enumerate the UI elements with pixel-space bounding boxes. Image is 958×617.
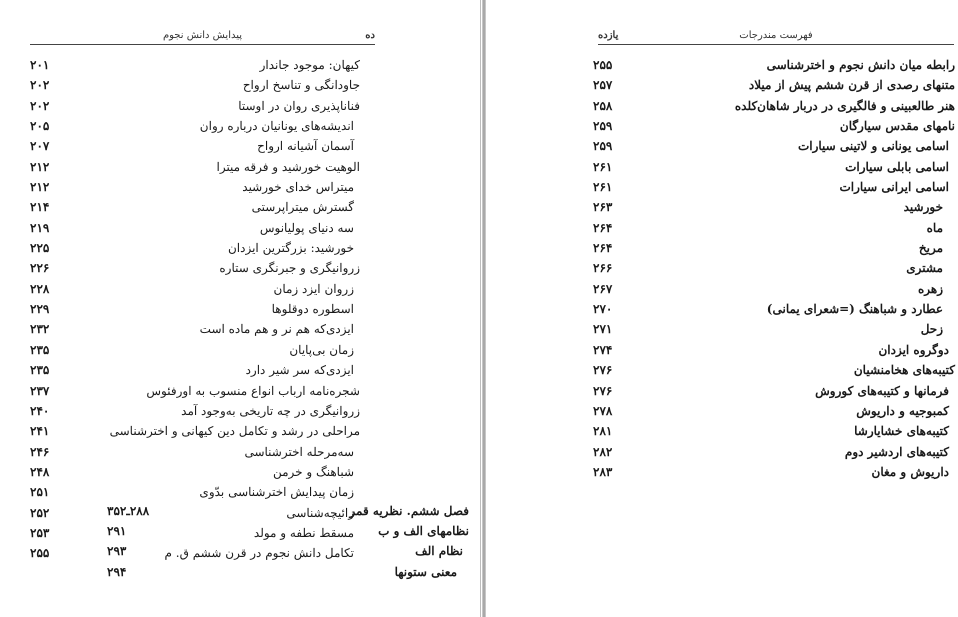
toc-entry-page: ۲۵۷ xyxy=(593,78,613,93)
toc-entry-title: اسامی یونانی و لاتینی سیارات xyxy=(797,139,949,154)
toc-entry xyxy=(30,55,360,75)
toc-entry-title: کتیبه‌های اردشیر دوم xyxy=(844,444,949,459)
toc-entry xyxy=(593,340,955,360)
toc-entry-title: گسترش میتراپرستی xyxy=(251,200,354,215)
toc-entry-title: اسامی بابلی سیارات xyxy=(845,159,949,174)
toc-entry xyxy=(593,421,955,441)
toc-entry-page: ۲۳۷ xyxy=(30,383,50,398)
toc-entry xyxy=(593,258,955,278)
toc-entry xyxy=(30,401,360,421)
toc-entry-page: ۲۰۲ xyxy=(30,78,50,93)
toc-entry xyxy=(593,299,955,319)
right-running-header xyxy=(598,30,954,44)
toc-entry xyxy=(30,136,360,156)
toc-entry-title: اسامی ایرانی سیارات xyxy=(839,180,949,195)
toc-entry xyxy=(593,360,955,380)
toc-entry xyxy=(30,258,360,278)
toc-entry-page: ۲۷۴ xyxy=(593,342,613,357)
toc-entry-title: ایزدی‌که هم نر و هم ماده است xyxy=(199,322,354,337)
toc-entry xyxy=(30,279,360,299)
right-page-number: یازده xyxy=(598,30,619,41)
toc-entry xyxy=(30,96,360,116)
toc-entry xyxy=(593,177,955,197)
toc-entry-title: زائیچه‌شناسی xyxy=(286,505,354,520)
toc-entry-title: مریخ xyxy=(918,241,943,256)
toc-entry-title: اسطوره دوقلوها xyxy=(271,302,354,317)
toc-entry xyxy=(30,340,360,360)
toc-entry-page: ۲۸۲ xyxy=(593,444,613,459)
toc-entry xyxy=(593,75,955,95)
toc-entry-title: خورشید xyxy=(903,200,943,215)
toc-entry-title: خورشید: بزرگترین ایزدان xyxy=(227,241,354,256)
toc-entry-title: ماه xyxy=(926,220,943,235)
toc-entry-title: داریوش و مغان xyxy=(871,464,949,479)
toc-entry-title: هنر طالعبینی و فالگیری در دربار شاهان‌کلده xyxy=(734,98,955,113)
toc-entry xyxy=(30,421,360,441)
toc-entry xyxy=(593,218,955,238)
toc-entry-page: ۲۷۰ xyxy=(593,302,613,317)
toc-entry xyxy=(593,136,955,156)
toc-entry-title: میتراس خدای خورشید xyxy=(242,180,354,195)
toc-entry-page: ۲۲۸ xyxy=(30,281,50,296)
toc-entry xyxy=(30,177,360,197)
toc-entry-page: ۲۶۳ xyxy=(593,200,613,215)
toc-entry-title: ایزدی‌که سر شیر دارد xyxy=(245,363,354,378)
toc-entry xyxy=(593,462,955,482)
toc-entry xyxy=(593,197,955,217)
toc-entry xyxy=(593,116,955,136)
toc-entry-title: شجره‌نامه ارباب انواع منسوب به اورفئوس xyxy=(146,383,360,398)
toc-entry-page: ۲۷۶ xyxy=(593,383,613,398)
left-running-header xyxy=(30,30,375,44)
toc-entry-title: رابطه میان دانش نجوم و اخترشناسی xyxy=(766,58,955,72)
toc-entry-title: زحل xyxy=(920,322,943,337)
toc-entry xyxy=(593,401,955,421)
toc-entry-page: ۲۸۱ xyxy=(593,424,613,439)
toc-entry-title: عطارد و شباهنگ (=شعرای یمانی) xyxy=(766,302,943,317)
toc-entry-title: تکامل دانش نجوم در قرن ششم ق. م xyxy=(164,546,354,561)
toc-entry xyxy=(593,279,955,299)
toc-entry xyxy=(107,541,469,561)
toc-entry xyxy=(107,562,469,582)
toc-entry-page: ۲۶۱ xyxy=(593,159,613,174)
toc-entry-page: ۲۵۲ xyxy=(30,505,50,520)
toc-entry xyxy=(30,462,360,482)
toc-entry-page: ۲۱۴ xyxy=(30,200,50,215)
toc-entry-page: ۲۴۱ xyxy=(30,424,50,439)
toc-entry-page: ۲۷۶ xyxy=(593,363,613,378)
toc-entry-title: الوهیت خورشید و فرقه میترا xyxy=(216,159,360,174)
toc-entry-title: فرمانها و کتیبه‌های کوروش xyxy=(815,383,949,398)
toc-entry-page: ۲۳۵ xyxy=(30,363,50,378)
toc-entry-page: ۲۰۱ xyxy=(30,58,50,72)
left-header-rule xyxy=(30,44,375,45)
right-header-title: فهرست مندرجات xyxy=(739,30,813,41)
toc-entry-title: مشتری xyxy=(906,261,943,276)
right-toc-list xyxy=(593,55,955,482)
toc-entry-page: ۲۴۸ xyxy=(30,464,50,479)
toc-entry-title: نظامهای الف و ب xyxy=(378,524,469,538)
toc-entry xyxy=(30,218,360,238)
chapter-toc-list xyxy=(107,521,469,582)
toc-entry-page: ۲۶۱ xyxy=(593,180,613,195)
toc-entry-title: جاودانگی و تناسخ ارواح xyxy=(242,78,360,93)
toc-entry xyxy=(30,299,360,319)
toc-entry xyxy=(30,75,360,95)
toc-entry-page: ۲۶۴ xyxy=(593,220,613,235)
toc-entry-title: دوگروه ایزدان xyxy=(878,342,949,357)
left-header-title: پیدایش دانش نجوم xyxy=(162,30,243,41)
toc-entry-title: متنهای رصدی از قرن ششم پیش از میلاد xyxy=(748,78,955,93)
toc-entry-page: ۲۷۱ xyxy=(593,322,613,337)
toc-entry-title: زروانیگری و جبرنگری ستاره xyxy=(219,261,360,276)
toc-entry-page: ۲۵۸ xyxy=(593,98,613,113)
toc-entry-title: کتیبه‌های هخامنشیان xyxy=(853,363,955,378)
chapter-page-range: ۲۸۸ـ۳۵۲ xyxy=(107,504,150,518)
toc-entry-title: نظام الف xyxy=(415,544,463,559)
toc-entry-page: ۲۲۹ xyxy=(30,302,50,317)
toc-entry xyxy=(30,157,360,177)
toc-entry-page: ۲۸۳ xyxy=(593,464,613,479)
toc-entry-page: ۲۵۵ xyxy=(30,546,50,561)
toc-entry xyxy=(30,116,360,136)
toc-entry xyxy=(30,238,360,258)
left-toc-list xyxy=(30,55,360,564)
toc-entry-page: ۲۶۷ xyxy=(593,281,613,296)
toc-entry-page: ۲۱۲ xyxy=(30,159,50,174)
toc-entry xyxy=(593,381,955,401)
chapter-title: فصل ششم. نظریه قمر xyxy=(349,504,469,518)
toc-entry-page: ۲۵۹ xyxy=(593,119,613,134)
toc-entry-page: ۲۱۲ xyxy=(30,180,50,195)
toc-entry-title: زروان ایزد زمان xyxy=(273,281,354,296)
toc-entry-title: زهره xyxy=(917,281,943,296)
toc-entry-page: ۲۳۲ xyxy=(30,322,50,337)
toc-entry-page: ۲۹۴ xyxy=(107,564,127,579)
toc-entry-title: نامهای مقدس سیارگان xyxy=(839,119,955,134)
chapter-heading xyxy=(107,501,469,521)
toc-entry-title: سه دنیای پولیانوس xyxy=(259,220,354,235)
toc-entry-page: ۲۴۶ xyxy=(30,444,50,459)
toc-entry-title: کیهان: موجود جاندار xyxy=(259,58,360,72)
toc-entry-page: ۲۵۹ xyxy=(593,139,613,154)
toc-entry-title: آسمان آشیانه ارواح xyxy=(257,139,354,154)
toc-entry-title: کتیبه‌های خشایارشا xyxy=(854,424,949,439)
right-header-rule xyxy=(598,44,954,45)
toc-entry-page: ۲۰۷ xyxy=(30,139,50,154)
toc-entry-page: ۲۵۱ xyxy=(30,485,50,500)
toc-entry-title: فناناپذیری روان در اوستا xyxy=(238,98,360,113)
toc-entry xyxy=(107,521,469,541)
toc-entry-page: ۲۲۶ xyxy=(30,261,50,276)
toc-entry-page: ۲۷۸ xyxy=(593,403,613,418)
toc-entry-page: ۲۹۱ xyxy=(107,524,127,538)
left-page-number: ده xyxy=(365,30,375,41)
toc-entry xyxy=(593,319,955,339)
toc-entry-page: ۲۳۵ xyxy=(30,342,50,357)
toc-entry xyxy=(30,360,360,380)
toc-entry-page: ۲۴۰ xyxy=(30,403,50,418)
toc-entry xyxy=(30,197,360,217)
toc-entry-page: ۲۶۶ xyxy=(593,261,613,276)
right-page xyxy=(486,0,958,617)
toc-entry-page: ۲۹۳ xyxy=(107,544,127,559)
toc-entry xyxy=(30,319,360,339)
toc-entry xyxy=(593,442,955,462)
toc-entry xyxy=(30,381,360,401)
toc-entry xyxy=(30,482,360,502)
toc-entry-title: مسقط نطفه و مولد xyxy=(253,525,354,540)
toc-entry-page: ۲۵۳ xyxy=(30,525,50,540)
toc-entry-page: ۲۵۵ xyxy=(593,58,613,72)
toc-entry-page: ۲۰۲ xyxy=(30,98,50,113)
toc-entry-title: معنی ستونها xyxy=(394,564,457,579)
toc-entry xyxy=(593,55,955,75)
toc-entry-page: ۲۰۵ xyxy=(30,119,50,134)
toc-entry-page: ۲۶۴ xyxy=(593,241,613,256)
toc-entry-title: سه‌مرحله اخترشناسی xyxy=(244,444,354,459)
toc-entry xyxy=(593,157,955,177)
toc-entry xyxy=(593,238,955,258)
toc-entry-page: ۲۲۵ xyxy=(30,241,50,256)
toc-entry xyxy=(593,96,955,116)
toc-entry-title: شباهنگ و خرمن xyxy=(272,464,354,479)
toc-entry-page: ۲۱۹ xyxy=(30,220,50,235)
toc-entry-title: زمان پیدایش اخترشناسی بدّوی xyxy=(199,485,354,500)
toc-entry-title: مراحلی در رشد و تکامل دین کیهانی و اخترشناسی xyxy=(109,424,360,439)
toc-entry xyxy=(30,442,360,462)
toc-entry-title: کمبوجیه و داریوش xyxy=(856,403,949,418)
toc-entry-title: زمان بی‌پایان xyxy=(289,342,354,357)
toc-entry-title: اندیشه‌های یونانیان درباره روان xyxy=(199,119,354,134)
toc-entry-title: زروانیگری در چه تاریخی به‌وجود آمد xyxy=(181,403,360,418)
